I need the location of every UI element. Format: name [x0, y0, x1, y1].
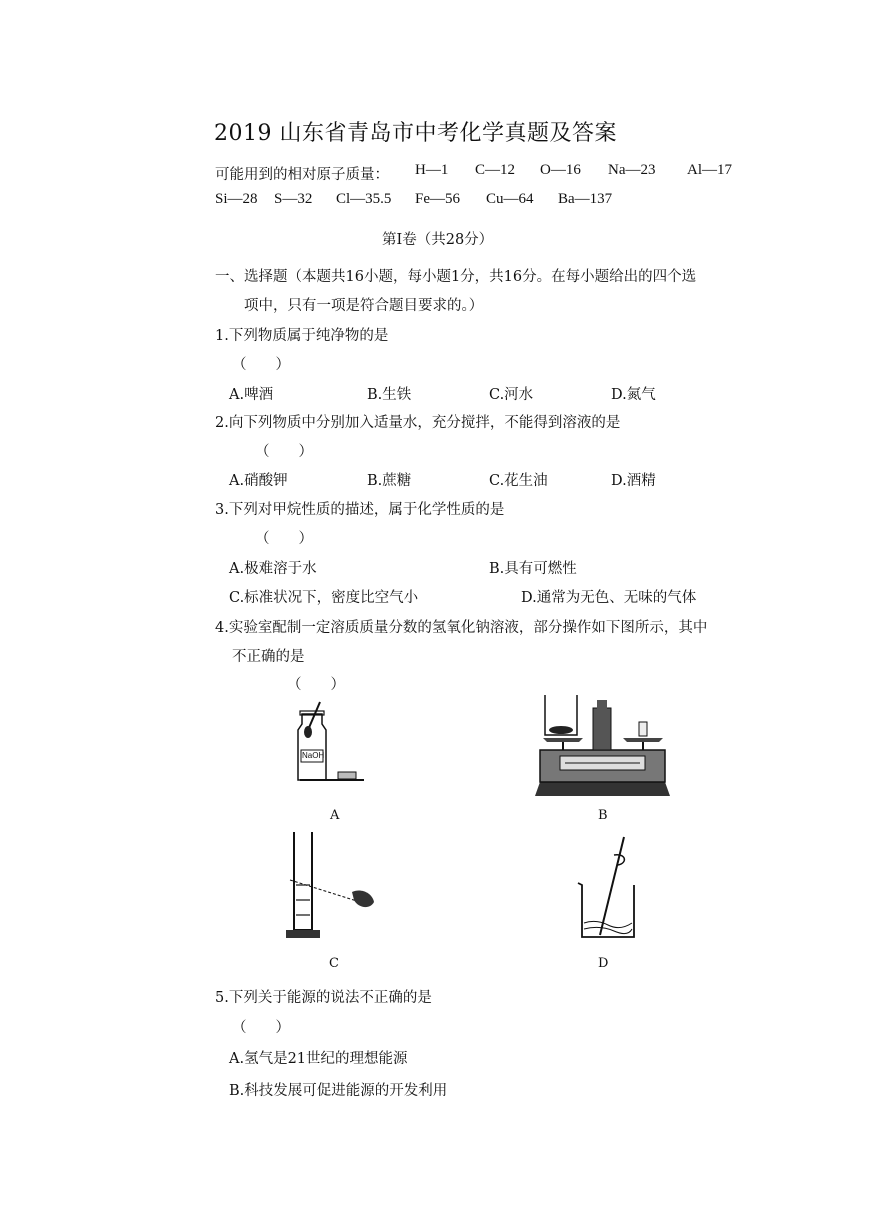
option: B.蔗糖 — [367, 473, 412, 489]
option: A.极难溶于水 — [229, 561, 317, 577]
option: C.标准状况下，密度比空气小 — [229, 590, 419, 606]
option: C.花生油 — [489, 473, 548, 489]
atomic-mass-item: O—16 — [540, 162, 581, 178]
reagent-bottle-figure — [288, 700, 368, 790]
question-3-stem: 3.下列对甲烷性质的描述，属于化学性质的是 — [215, 502, 505, 518]
option: A.硝酸钾 — [229, 473, 288, 489]
question-4-stem-line2: 不正确的是 — [232, 649, 305, 665]
option: B.生铁 — [367, 387, 412, 403]
figure-c — [282, 830, 382, 945]
atomic-mass-item: Cu—64 — [486, 191, 534, 207]
option: B.具有可燃性 — [489, 561, 577, 577]
graduated-cylinder-figure — [282, 830, 382, 945]
figure-a — [288, 700, 368, 790]
atomic-mass-item: C—12 — [475, 162, 516, 178]
atomic-mass-item: H—1 — [415, 162, 449, 178]
atomic-mass-item: Cl—35.5 — [336, 191, 392, 207]
part1-instructions-line2: 项中，只有一项是符合题目要求的。） — [244, 298, 484, 314]
answer-bracket: （ ） — [287, 677, 345, 693]
atomic-mass-item: S—32 — [274, 191, 313, 207]
answer-bracket: （ ） — [232, 1020, 290, 1036]
figure-b — [535, 690, 670, 800]
atomic-mass-row1 — [415, 162, 732, 179]
answer-bracket: （ ） — [255, 531, 313, 547]
atomic-mass-label: 可能用到的相对原子质量： — [215, 167, 389, 183]
question-1-stem: 1.下列物质属于纯净物的是 — [215, 328, 389, 344]
figure-d — [570, 835, 650, 945]
atomic-mass-item: Fe—56 — [415, 191, 460, 207]
section-title: 第Ⅰ卷（共28分） — [382, 232, 494, 248]
figure-label: C — [329, 956, 339, 971]
atomic-mass-item: Al—17 — [687, 162, 732, 178]
option: D.通常为无色、无味的气体 — [521, 590, 697, 606]
atomic-mass-row2 — [215, 191, 612, 208]
figure-label: A — [330, 808, 340, 823]
option: C.河水 — [489, 387, 534, 403]
atomic-mass-item: Na—23 — [608, 162, 656, 178]
option: A.啤酒 — [229, 387, 274, 403]
figure-label: B — [598, 808, 608, 823]
atomic-mass-item: Si—28 — [215, 191, 258, 207]
part1-instructions-line1: 一、选择题（本题共16小题，每小题1分，共16分。在每小题给出的四个选 — [215, 269, 697, 285]
answer-bracket: （ ） — [255, 444, 313, 460]
option: A.氢气是21世纪的理想能源 — [229, 1051, 408, 1067]
option: D.酒精 — [611, 473, 656, 489]
balance-figure — [535, 690, 670, 800]
answer-bracket: （ ） — [232, 357, 290, 373]
page-title: 2019 山东省青岛市中考化学真题及答案 — [214, 121, 617, 146]
option: D.氮气 — [611, 387, 656, 403]
question-2-stem: 2.向下列物质中分别加入适量水，充分搅拌，不能得到溶液的是 — [215, 415, 621, 431]
option: B.科技发展可促进能源的开发利用 — [229, 1083, 448, 1099]
beaker-figure — [570, 835, 650, 945]
question-4-stem-line1: 4.实验室配制一定溶质质量分数的氢氧化钠溶液，部分操作如下图所示，其中 — [215, 620, 708, 636]
bottle-label: NaOH — [302, 751, 325, 760]
atomic-mass-item: Ba—137 — [558, 191, 613, 207]
figure-label: D — [598, 956, 609, 971]
question-5-stem: 5.下列关于能源的说法不正确的是 — [215, 990, 432, 1006]
